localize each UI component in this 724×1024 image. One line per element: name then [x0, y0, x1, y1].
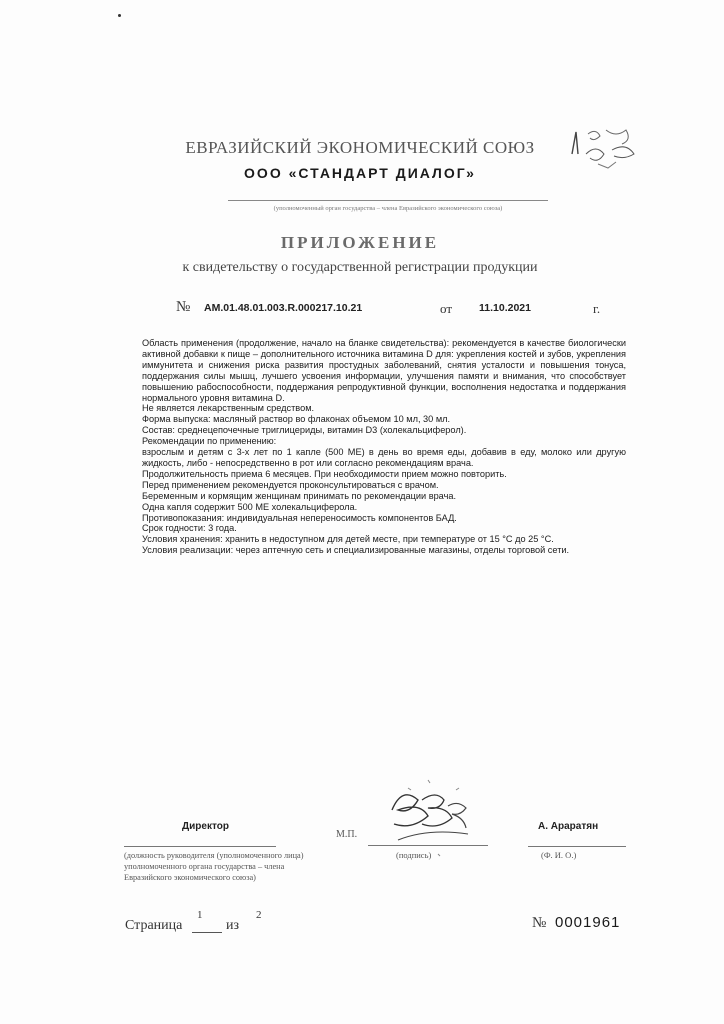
scan-speck [118, 14, 121, 17]
body-line: Срок годности: 3 года. [142, 523, 237, 534]
body-line: Перед применением рекомендуется проконсультироваться с врачом. [142, 479, 439, 490]
body-line: Состав: среднецепочечные триглицериды, витамин D3 (холекальциферол). [142, 425, 467, 436]
company-name: ООО «СТАНДАРТ ДИАЛОГ» [244, 165, 476, 181]
signer-name: А. Араратян [538, 821, 599, 832]
body-line: Противопоказания: индивидуальная непереносимость компонентов БАД. [142, 512, 457, 523]
document-heading: ПРИЛОЖЕНИЕ [280, 233, 440, 252]
body-line: Рекомендации по применению: [142, 436, 277, 447]
serial-number: 0001961 [555, 914, 621, 931]
certificate-number: АМ.01.48.01.003.R.000217.10.21 [204, 302, 363, 314]
body-line: Беременным и кормящим женщинам принимать по рекомендации врача. [142, 490, 457, 501]
date-label: от [440, 301, 453, 316]
stamp-label: М.П. [336, 829, 358, 840]
year-suffix: г. [593, 301, 601, 316]
handwritten-mark-icon [568, 124, 648, 174]
director-underline [124, 846, 276, 847]
signature-icon [378, 770, 488, 860]
page-total: 2 [256, 909, 262, 921]
signature-underline [368, 845, 488, 846]
number-label: № [176, 299, 191, 315]
application-paragraph: Область применения (продолжение, начало на бланке свидетельства): рекомендуется в качестве биологически активной добавки к пище – дополнительного источника витамина D для: укрепления костей и зубов, укрепления иммунитета и снижения риска развития простудных заболеваний, снятия усталости и повышения тонуса, поддержания силы мышц, лучшего усвоения информации, улучшения памяти и внимания, что способствует повышению рабоспособности, поддержания репродуктивной функции, восполнения недостатка и поддержания нормального уровня витамина D. [142, 338, 626, 403]
authority-underline [228, 200, 548, 201]
body-line: Условия реализации: через аптечную сеть и специализированные магазины, отделы торговой сети. [142, 545, 570, 556]
body-line: Одна капля содержит 500 МЕ холекальциферола. [142, 501, 358, 512]
certificate-date: 11.10.2021 [479, 302, 531, 314]
body-line: Не является лекарственным средством. [142, 403, 315, 414]
body-line: Условия хранения: хранить в недоступном для детей месте, при температуре от 15 °С до 25 °С. [142, 534, 554, 545]
signer-caption: (Ф. И. О.) [541, 850, 577, 860]
document-body [142, 338, 626, 556]
page-underline [192, 932, 222, 933]
body-line: Форма выпуска: масляный раствор во флаконах объемом 10 мл, 30 мл. [142, 414, 451, 425]
signature-caption: (подпись) [396, 850, 432, 860]
body-line: взрослым и детям с 3-х лет по 1 капле (500 МЕ) в день во время еды, добавив в еду, молоко или другую жидкость, либо - непосредственно в рот или согласно рекомендациям врача. [142, 447, 626, 468]
document-subheading: к свидетельству о государственной регистрации продукции [182, 260, 538, 275]
page-of-label: из [226, 918, 240, 933]
director-title: Директор [182, 821, 229, 832]
director-caption: (должность руководителя (уполномоченного лица) уполномоченного органа государства – члена Евразийского экономического союза) [124, 851, 304, 882]
signer-underline [528, 846, 626, 847]
union-title: ЕВРАЗИЙСКИЙ ЭКОНОМИЧЕСКИЙ СОЮЗ [185, 138, 535, 157]
body-line: Продолжительность приема 6 месяцев. При необходимости прием можно повторить. [142, 468, 507, 479]
page-current: 1 [197, 909, 203, 921]
authority-caption: (уполномоченный орган государства – члена Евразийского экономического союза) [273, 205, 503, 212]
page-label: Страница [125, 918, 183, 933]
serial-label: № [532, 915, 547, 931]
